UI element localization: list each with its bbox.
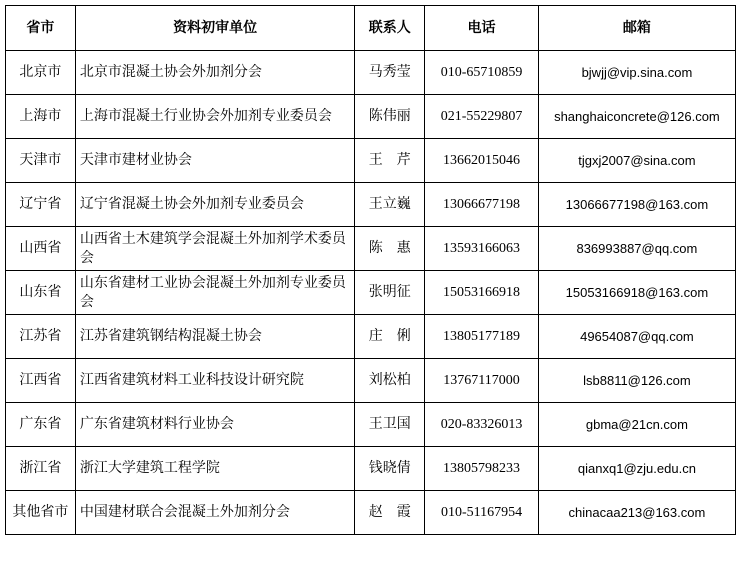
table-row [6, 51, 736, 95]
cell-phone: 13805798233 [425, 447, 539, 491]
cell-email: bjwjj@vip.sina.com [538, 51, 735, 95]
table-row [6, 403, 736, 447]
cell-province: 江西省 [6, 359, 76, 403]
cell-email: tjgxj2007@sina.com [538, 139, 735, 183]
cell-org: 山西省土木建筑学会混凝土外加剂学术委员会 [75, 227, 354, 271]
table-row [6, 183, 736, 227]
cell-province: 山西省 [6, 227, 76, 271]
cell-email: shanghaiconcrete@126.com [538, 95, 735, 139]
cell-email: 13066677198@163.com [538, 183, 735, 227]
cell-province: 其他省市 [6, 491, 76, 535]
table-row [6, 447, 736, 491]
cell-phone: 13593166063 [425, 227, 539, 271]
cell-contact: 钱晓倩 [355, 447, 425, 491]
cell-province: 北京市 [6, 51, 76, 95]
cell-org: 辽宁省混凝土协会外加剂专业委员会 [75, 183, 354, 227]
cell-email: lsb8811@126.com [538, 359, 735, 403]
header-contact: 联系人 [355, 6, 425, 51]
cell-org: 浙江大学建筑工程学院 [75, 447, 354, 491]
cell-phone: 010-51167954 [425, 491, 539, 535]
cell-province: 广东省 [6, 403, 76, 447]
table-row [6, 359, 736, 403]
cell-org: 山东省建材工业协会混凝土外加剂专业委员会 [75, 271, 354, 315]
cell-province: 江苏省 [6, 315, 76, 359]
cell-phone: 010-65710859 [425, 51, 539, 95]
cell-org: 中国建材联合会混凝土外加剂分会 [75, 491, 354, 535]
cell-phone: 15053166918 [425, 271, 539, 315]
cell-province: 上海市 [6, 95, 76, 139]
cell-org: 上海市混凝土行业协会外加剂专业委员会 [75, 95, 354, 139]
table-row [6, 315, 736, 359]
cell-contact: 庄 俐 [355, 315, 425, 359]
cell-phone: 13066677198 [425, 183, 539, 227]
cell-contact: 陈伟丽 [355, 95, 425, 139]
table-row [6, 227, 736, 271]
cell-province: 辽宁省 [6, 183, 76, 227]
cell-province: 天津市 [6, 139, 76, 183]
table-row [6, 139, 736, 183]
cell-email: 836993887@qq.com [538, 227, 735, 271]
cell-org: 广东省建筑材料行业协会 [75, 403, 354, 447]
contact-table [5, 5, 736, 535]
cell-contact: 王卫国 [355, 403, 425, 447]
cell-email: 49654087@qq.com [538, 315, 735, 359]
table-row [6, 95, 736, 139]
header-phone: 电话 [425, 6, 539, 51]
cell-phone: 020-83326013 [425, 403, 539, 447]
table-header-row [6, 6, 736, 51]
cell-contact: 赵 霞 [355, 491, 425, 535]
cell-email: 15053166918@163.com [538, 271, 735, 315]
header-email: 邮箱 [538, 6, 735, 51]
cell-org: 江西省建筑材料工业科技设计研究院 [75, 359, 354, 403]
header-org: 资料初审单位 [75, 6, 354, 51]
table-row [6, 491, 736, 535]
cell-email: qianxq1@zju.edu.cn [538, 447, 735, 491]
cell-phone: 021-55229807 [425, 95, 539, 139]
cell-email: gbma@21cn.com [538, 403, 735, 447]
cell-org: 北京市混凝土协会外加剂分会 [75, 51, 354, 95]
cell-contact: 张明征 [355, 271, 425, 315]
cell-phone: 13767117000 [425, 359, 539, 403]
contact-table-container [5, 5, 736, 535]
cell-contact: 王 芹 [355, 139, 425, 183]
table-row [6, 271, 736, 315]
cell-phone: 13662015046 [425, 139, 539, 183]
cell-province: 山东省 [6, 271, 76, 315]
cell-contact: 陈 惠 [355, 227, 425, 271]
cell-contact: 刘松柏 [355, 359, 425, 403]
cell-phone: 13805177189 [425, 315, 539, 359]
header-province: 省市 [6, 6, 76, 51]
cell-email: chinacaa213@163.com [538, 491, 735, 535]
cell-contact: 马秀莹 [355, 51, 425, 95]
cell-contact: 王立巍 [355, 183, 425, 227]
cell-org: 江苏省建筑钢结构混凝土协会 [75, 315, 354, 359]
cell-org: 天津市建材业协会 [75, 139, 354, 183]
cell-province: 浙江省 [6, 447, 76, 491]
